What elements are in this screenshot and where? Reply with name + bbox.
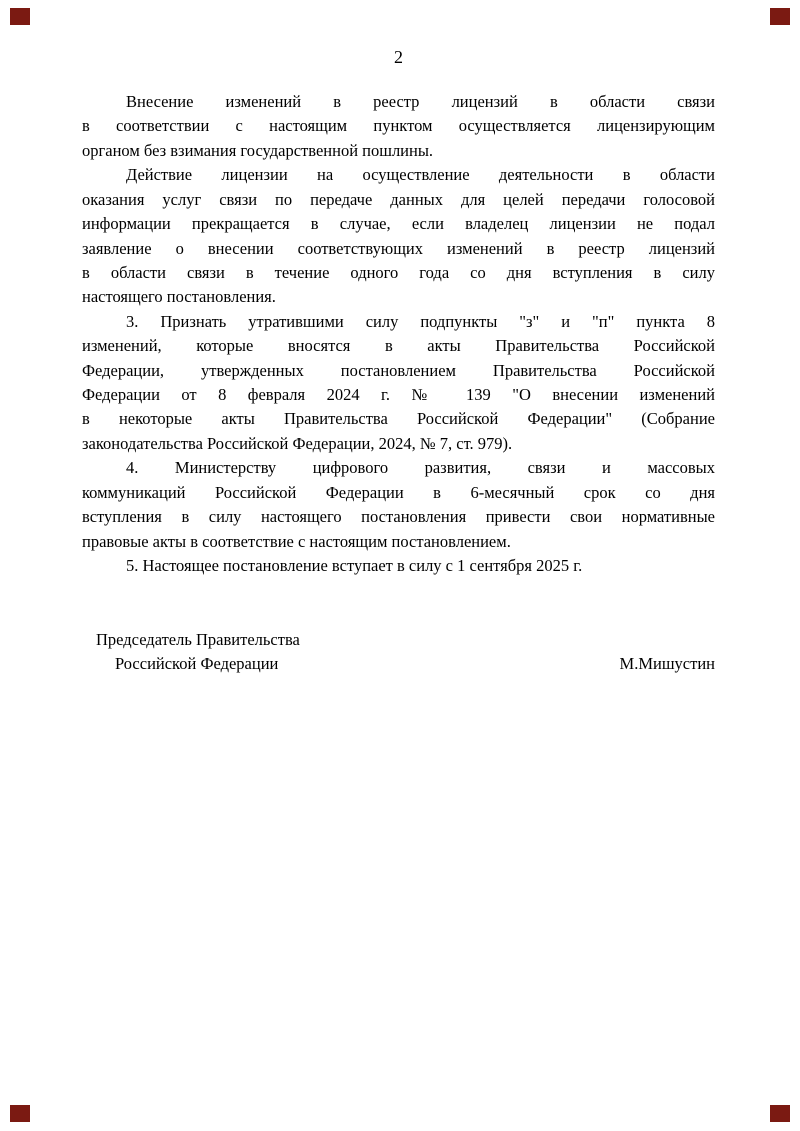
text-line: оказания услуг связи по передаче данных для целей передачи голосовой [82, 189, 715, 209]
document-body [82, 90, 715, 578]
signatory-name: М.Мишустин [619, 654, 715, 674]
text-line: вступления в силу настоящего постановления привести свои нормативные [82, 507, 715, 527]
text-line: законодательства Российской Федерации, 2024, № 7, ст. 979). [82, 433, 513, 453]
text-line: информации прекращается в случае, если владелец лицензии не подал [82, 214, 715, 234]
registration-mark-top-left [10, 8, 30, 25]
page-number: 2 [394, 47, 403, 67]
text-line: Внесение изменений в реестр лицензий в области связи [126, 92, 715, 111]
text-line: в соответствии с настоящим пунктом осуществляется лицензирующим [82, 116, 715, 136]
text-line: Федерации, утвержденных постановлением Правительства Российской [82, 360, 715, 380]
text-line: правовые акты в соответствие с настоящим постановлением. [82, 531, 511, 551]
text-line: 3. Признать утратившими силу подпункты "з" и "п" пункта 8 [126, 311, 715, 331]
text-line: коммуникаций Российской Федерации в 6-месячный срок со дня [82, 482, 715, 502]
text-line: Действие лицензии на осуществление деятельности в области [126, 165, 715, 185]
text-line: в некоторые акты Правительства Российской Федерации" (Собрание [82, 409, 715, 429]
text-line: 4. Министерству цифрового развития, связи и массовых [126, 458, 715, 478]
registration-mark-bottom-left [10, 1105, 30, 1122]
text-line: настоящего постановления. [82, 287, 276, 307]
text-line: изменений, которые вносятся в акты Правительства Российской [82, 336, 715, 356]
text-line: 5. Настоящее постановление вступает в силу с 1 сентября 2025 г. [126, 556, 583, 576]
registration-mark-top-right [770, 8, 790, 25]
signatory-post-line1: Председатель Правительства [96, 630, 300, 649]
text-line: органом без взимания государственной пошлины. [82, 140, 434, 160]
signature-row [82, 652, 715, 676]
text-line: в области связи в течение одного года со дня вступления в силу [82, 262, 715, 282]
signature-block [82, 628, 715, 677]
signatory-post-line2: Российской Федерации [115, 654, 279, 674]
text-line: Федерации от 8 февраля 2024 г. № 139 "О внесении изменений [82, 385, 715, 405]
text-line: заявление о внесении соответствующих изменений в реестр лицензий [82, 238, 715, 258]
registration-mark-bottom-right [770, 1105, 790, 1122]
